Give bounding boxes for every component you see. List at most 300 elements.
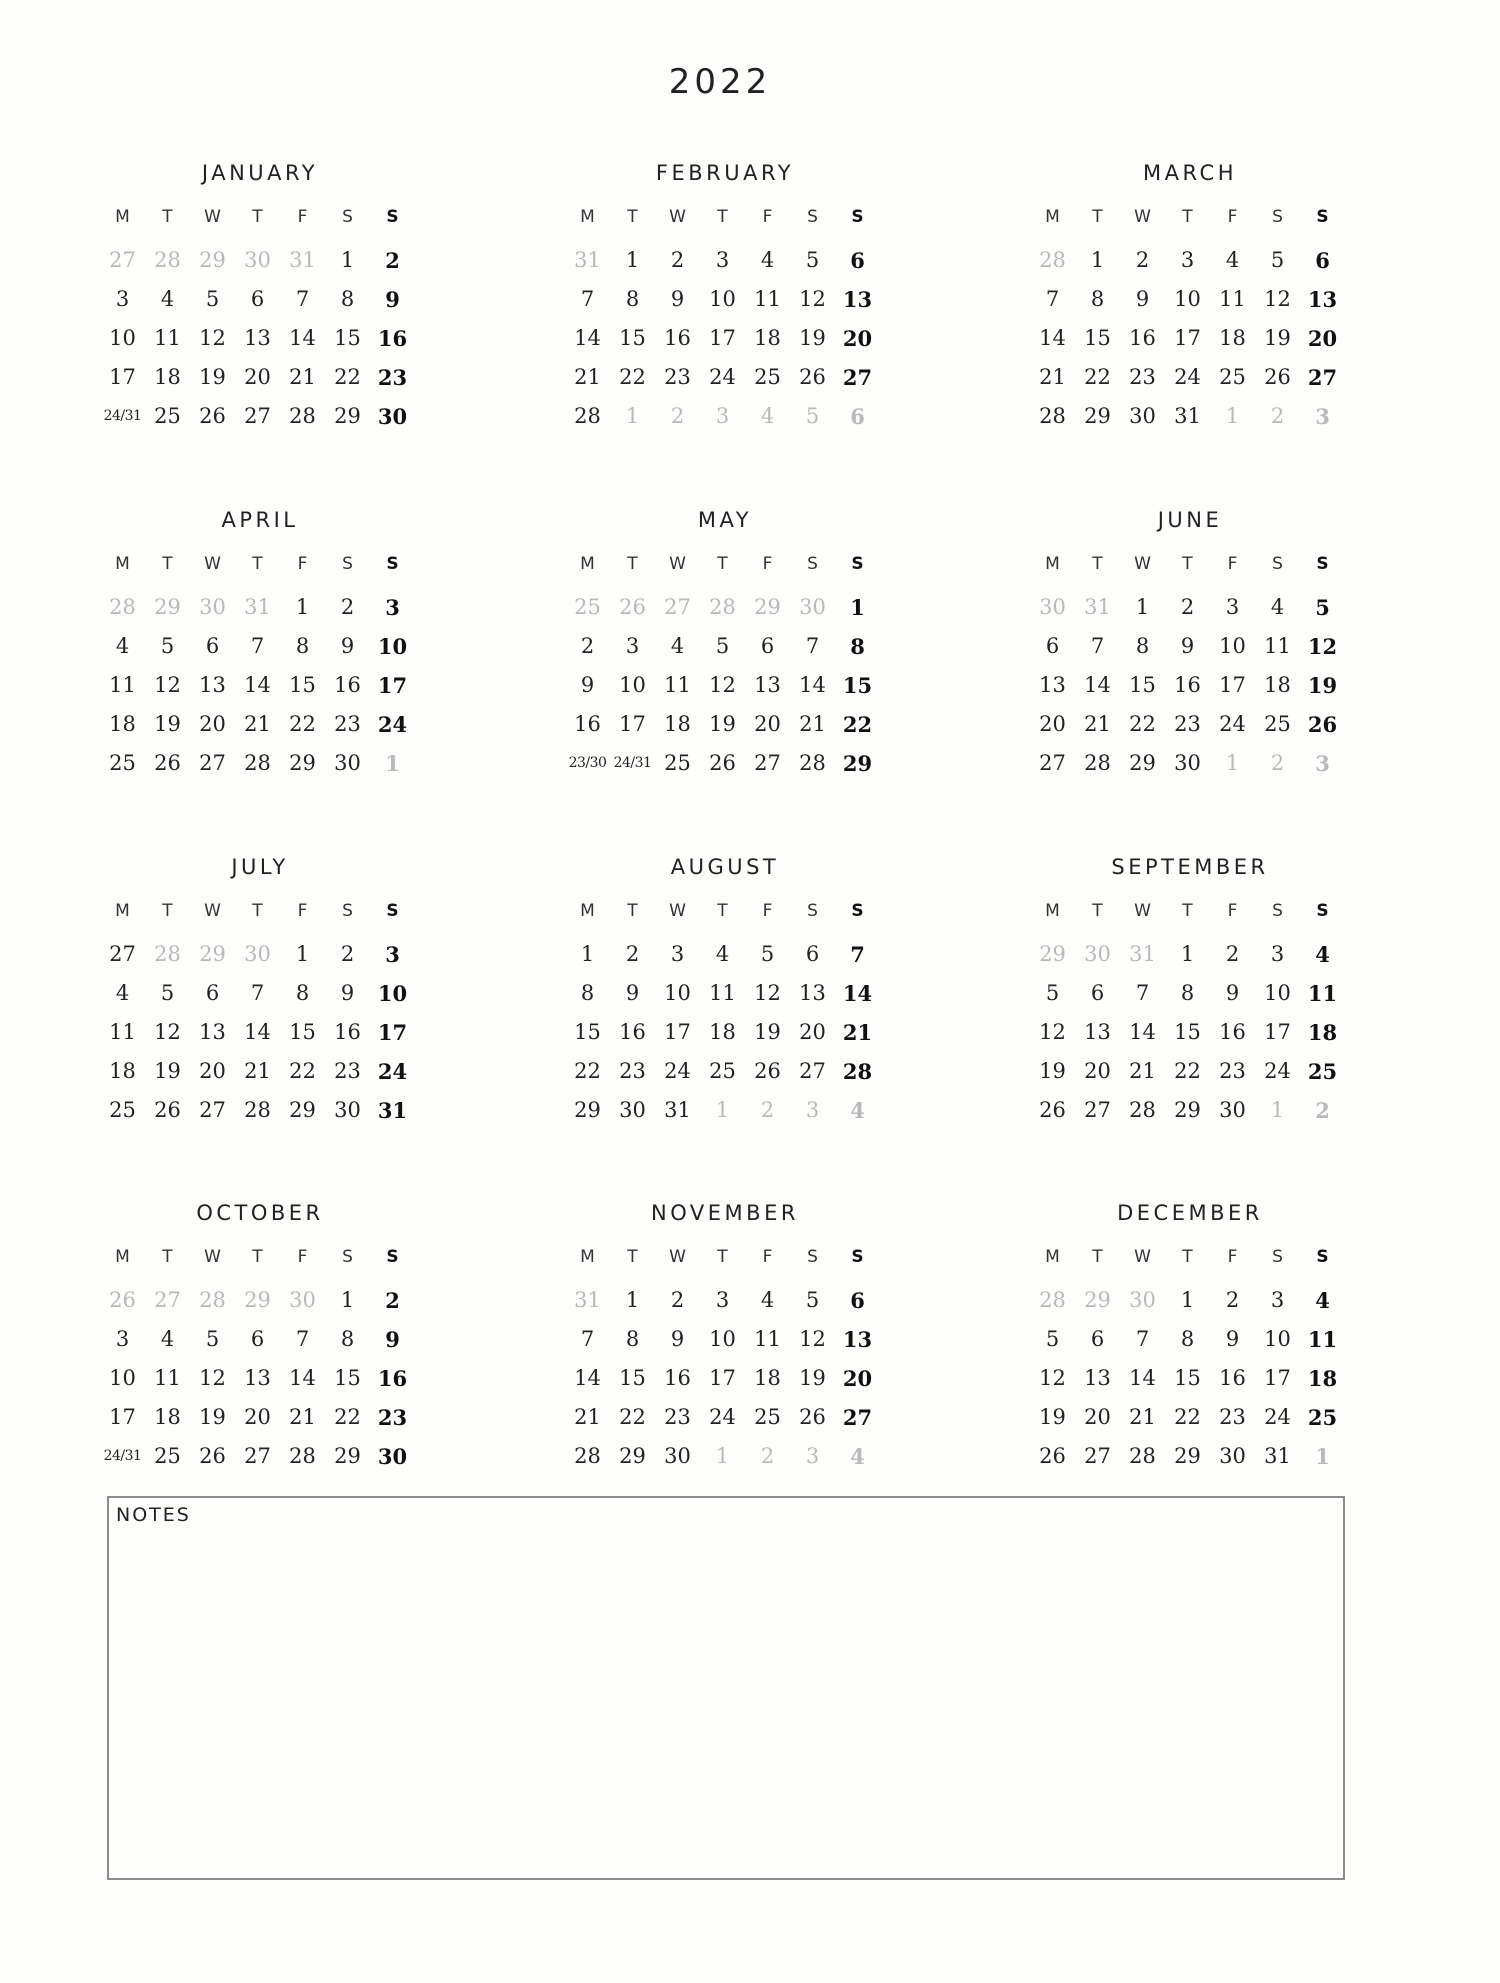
day-cell: 2 xyxy=(340,595,355,619)
weekday-label: T xyxy=(162,1247,173,1267)
day-cell: 1 xyxy=(580,942,595,966)
adjacent-month-day: 28 xyxy=(154,248,181,272)
adjacent-month-day: 28 xyxy=(709,595,736,619)
day-cell: 28 xyxy=(842,1059,873,1084)
day-cell: 22 xyxy=(289,1059,316,1083)
adjacent-month-day: 1 xyxy=(1225,751,1240,775)
day-cell: 6 xyxy=(250,1327,265,1351)
day-cell: 4 xyxy=(1315,942,1330,967)
day-cell: 27 xyxy=(1039,751,1066,775)
day-cell: 18 xyxy=(754,326,781,350)
day-cell: 17 xyxy=(709,1366,736,1390)
day-cell: 16 xyxy=(377,1366,408,1391)
day-cell: 1 xyxy=(625,1288,640,1312)
month-name: APRIL xyxy=(221,508,299,532)
weekday-label: F xyxy=(297,554,308,574)
day-cell: 29 xyxy=(334,404,361,428)
month-day-grid xyxy=(1030,1242,1350,1476)
day-cell: 17 xyxy=(1219,673,1246,697)
day-cell: 6 xyxy=(805,942,820,966)
month-march xyxy=(1030,158,1350,436)
day-cell: 3 xyxy=(1270,1288,1285,1312)
day-cell: 28 xyxy=(574,1444,601,1468)
day-cell: 11 xyxy=(754,1327,781,1351)
day-cell: 2 xyxy=(670,1288,685,1312)
day-cell: 6 xyxy=(850,1288,865,1313)
day-cell: 25 xyxy=(109,751,136,775)
day-cell: 24 xyxy=(1264,1059,1291,1083)
day-cell: 9 xyxy=(670,1327,685,1351)
day-cell: 7 xyxy=(580,287,595,311)
weekday-label: W xyxy=(669,1247,686,1267)
adjacent-month-day: 27 xyxy=(154,1288,181,1312)
weekday-label: F xyxy=(762,207,773,227)
day-cell: 18 xyxy=(1307,1020,1338,1045)
weekday-label: S xyxy=(386,554,399,574)
month-name: OCTOBER xyxy=(196,1201,324,1225)
month-name: MAY xyxy=(697,508,753,532)
weekday-label: F xyxy=(1227,207,1238,227)
weekday-label: S xyxy=(1272,901,1283,921)
day-cell: 5 xyxy=(160,634,175,658)
day-cell: 24 xyxy=(664,1059,691,1083)
day-cell: 26 xyxy=(799,365,826,389)
day-cell: 24/31 xyxy=(103,408,142,424)
day-cell: 2 xyxy=(385,1288,400,1313)
adjacent-month-day: 27 xyxy=(664,595,691,619)
adjacent-month-day: 26 xyxy=(109,1288,136,1312)
day-cell: 9 xyxy=(580,673,595,697)
day-cell: 19 xyxy=(199,365,226,389)
month-february xyxy=(565,158,885,436)
day-cell: 3 xyxy=(115,287,130,311)
adjacent-month-day: 3 xyxy=(805,1444,820,1468)
day-cell: 5 xyxy=(1045,1327,1060,1351)
month-december xyxy=(1030,1198,1350,1476)
adjacent-month-day: 1 xyxy=(715,1444,730,1468)
adjacent-month-day: 31 xyxy=(244,595,271,619)
day-cell: 30 xyxy=(377,404,408,429)
day-cell: 21 xyxy=(799,712,826,736)
adjacent-month-day: 2 xyxy=(1270,751,1285,775)
weekday-label: S xyxy=(851,1247,864,1267)
day-cell: 17 xyxy=(1174,326,1201,350)
day-cell: 10 xyxy=(109,326,136,350)
day-cell: 20 xyxy=(199,712,226,736)
day-cell: 24 xyxy=(709,365,736,389)
day-cell: 30 xyxy=(377,1444,408,1469)
day-cell: 12 xyxy=(799,287,826,311)
adjacent-month-day: 28 xyxy=(1039,1288,1066,1312)
day-cell: 8 xyxy=(340,287,355,311)
day-cell: 12 xyxy=(1307,634,1338,659)
day-cell: 11 xyxy=(754,287,781,311)
day-cell: 28 xyxy=(289,1444,316,1468)
adjacent-month-day: 30 xyxy=(199,595,226,619)
day-cell: 12 xyxy=(199,1366,226,1390)
weekday-label: M xyxy=(1045,1247,1060,1267)
day-cell: 19 xyxy=(1039,1059,1066,1083)
adjacent-month-day: 30 xyxy=(289,1288,316,1312)
day-cell: 29 xyxy=(574,1098,601,1122)
month-name: JUNE xyxy=(1157,508,1223,532)
day-cell: 17 xyxy=(1264,1020,1291,1044)
day-cell: 14 xyxy=(842,981,873,1006)
day-cell: 1 xyxy=(1180,1288,1195,1312)
day-cell: 23 xyxy=(664,1405,691,1429)
weekday-label: S xyxy=(807,554,818,574)
day-cell: 29 xyxy=(842,751,873,776)
adjacent-month-day: 2 xyxy=(760,1098,775,1122)
day-cell: 20 xyxy=(1307,326,1338,351)
day-cell: 14 xyxy=(1084,673,1111,697)
month-day-grid xyxy=(100,549,420,783)
month-january xyxy=(100,158,420,436)
day-cell: 5 xyxy=(1315,595,1330,620)
day-cell: 26 xyxy=(799,1405,826,1429)
day-cell: 11 xyxy=(154,1366,181,1390)
weekday-label: S xyxy=(807,207,818,227)
day-cell: 22 xyxy=(334,365,361,389)
day-cell: 16 xyxy=(664,326,691,350)
day-cell: 24/31 xyxy=(613,755,652,771)
day-cell: 22 xyxy=(619,1405,646,1429)
weekday-label: S xyxy=(807,901,818,921)
day-cell: 7 xyxy=(1045,287,1060,311)
day-cell: 11 xyxy=(1264,634,1291,658)
day-cell: 29 xyxy=(334,1444,361,1468)
day-cell: 11 xyxy=(664,673,691,697)
day-cell: 3 xyxy=(625,634,640,658)
weekday-label: M xyxy=(1045,901,1060,921)
weekday-label: T xyxy=(252,901,263,921)
weekday-label: S xyxy=(851,901,864,921)
adjacent-month-day: 30 xyxy=(1084,942,1111,966)
day-cell: 26 xyxy=(199,1444,226,1468)
day-cell: 4 xyxy=(715,942,730,966)
day-cell: 3 xyxy=(670,942,685,966)
day-cell: 18 xyxy=(109,712,136,736)
day-cell: 23 xyxy=(1174,712,1201,736)
adjacent-month-day: 30 xyxy=(244,248,271,272)
day-cell: 21 xyxy=(574,1405,601,1429)
day-cell: 10 xyxy=(109,1366,136,1390)
day-cell: 19 xyxy=(154,1059,181,1083)
day-cell: 9 xyxy=(1225,1327,1240,1351)
day-cell: 9 xyxy=(670,287,685,311)
day-cell: 25 xyxy=(1307,1059,1338,1084)
day-cell: 13 xyxy=(199,673,226,697)
day-cell: 3 xyxy=(715,1288,730,1312)
day-cell: 19 xyxy=(709,712,736,736)
adjacent-month-day: 1 xyxy=(385,751,400,776)
day-cell: 3 xyxy=(1225,595,1240,619)
day-cell: 2 xyxy=(1225,1288,1240,1312)
day-cell: 4 xyxy=(760,1288,775,1312)
day-cell: 20 xyxy=(1084,1059,1111,1083)
day-cell: 29 xyxy=(289,1098,316,1122)
day-cell: 25 xyxy=(1264,712,1291,736)
day-cell: 27 xyxy=(1084,1098,1111,1122)
weekday-label: T xyxy=(1092,901,1103,921)
day-cell: 29 xyxy=(1129,751,1156,775)
weekday-label: M xyxy=(115,901,130,921)
weekday-label: T xyxy=(1092,207,1103,227)
day-cell: 9 xyxy=(385,1327,400,1352)
adjacent-month-day: 1 xyxy=(625,404,640,428)
day-cell: 29 xyxy=(1084,404,1111,428)
day-cell: 27 xyxy=(799,1059,826,1083)
day-cell: 28 xyxy=(799,751,826,775)
day-cell: 6 xyxy=(1315,248,1330,273)
day-cell: 19 xyxy=(1039,1405,1066,1429)
adjacent-month-day: 4 xyxy=(760,404,775,428)
day-cell: 10 xyxy=(377,634,408,659)
weekday-label: T xyxy=(1092,554,1103,574)
day-cell: 15 xyxy=(619,1366,646,1390)
month-name: NOVEMBER xyxy=(651,1201,799,1225)
day-cell: 16 xyxy=(619,1020,646,1044)
day-cell: 4 xyxy=(1225,248,1240,272)
weekday-label: M xyxy=(580,554,595,574)
adjacent-month-day: 31 xyxy=(289,248,316,272)
weekday-label: T xyxy=(162,554,173,574)
weekday-label: F xyxy=(297,901,308,921)
weekday-label: W xyxy=(1134,1247,1151,1267)
day-cell: 27 xyxy=(109,942,136,966)
day-cell: 27 xyxy=(244,404,271,428)
day-cell: 1 xyxy=(295,595,310,619)
day-cell: 11 xyxy=(709,981,736,1005)
day-cell: 11 xyxy=(109,1020,136,1044)
day-cell: 14 xyxy=(289,1366,316,1390)
day-cell: 17 xyxy=(109,365,136,389)
weekday-label: F xyxy=(762,1247,773,1267)
day-cell: 20 xyxy=(842,326,873,351)
day-cell: 24 xyxy=(1264,1405,1291,1429)
day-cell: 10 xyxy=(709,287,736,311)
weekday-label: T xyxy=(1092,1247,1103,1267)
weekday-label: T xyxy=(1182,901,1193,921)
day-cell: 6 xyxy=(1090,1327,1105,1351)
day-cell: 18 xyxy=(1219,326,1246,350)
day-cell: 13 xyxy=(842,1327,873,1352)
adjacent-month-day: 27 xyxy=(109,248,136,272)
adjacent-month-day: 28 xyxy=(1039,248,1066,272)
day-cell: 26 xyxy=(1039,1098,1066,1122)
weekday-label: M xyxy=(580,1247,595,1267)
day-cell: 7 xyxy=(250,634,265,658)
day-cell: 10 xyxy=(1219,634,1246,658)
adjacent-month-day: 3 xyxy=(1315,404,1330,429)
day-cell: 25 xyxy=(754,365,781,389)
day-cell: 19 xyxy=(154,712,181,736)
weekday-label: M xyxy=(1045,207,1060,227)
day-cell: 15 xyxy=(574,1020,601,1044)
day-cell: 20 xyxy=(799,1020,826,1044)
day-cell: 20 xyxy=(244,1405,271,1429)
day-cell: 28 xyxy=(244,751,271,775)
month-october xyxy=(100,1198,420,1476)
day-cell: 23 xyxy=(1219,1059,1246,1083)
adjacent-month-day: 26 xyxy=(619,595,646,619)
day-cell: 22 xyxy=(1174,1059,1201,1083)
day-cell: 15 xyxy=(1174,1366,1201,1390)
adjacent-month-day: 29 xyxy=(199,248,226,272)
day-cell: 1 xyxy=(625,248,640,272)
day-cell: 25 xyxy=(1307,1405,1338,1430)
day-cell: 20 xyxy=(244,365,271,389)
weekday-label: W xyxy=(669,901,686,921)
day-cell: 18 xyxy=(1264,673,1291,697)
day-cell: 24 xyxy=(377,712,408,737)
day-cell: 4 xyxy=(1270,595,1285,619)
adjacent-month-day: 3 xyxy=(715,404,730,428)
day-cell: 8 xyxy=(340,1327,355,1351)
day-cell: 26 xyxy=(199,404,226,428)
month-name: SEPTEMBER xyxy=(1111,855,1269,879)
day-cell: 8 xyxy=(850,634,865,659)
day-cell: 17 xyxy=(1264,1366,1291,1390)
day-cell: 17 xyxy=(377,1020,408,1045)
adjacent-month-day: 29 xyxy=(754,595,781,619)
day-cell: 19 xyxy=(754,1020,781,1044)
month-day-grid xyxy=(100,1242,420,1476)
weekday-label: M xyxy=(1045,554,1060,574)
weekday-label: S xyxy=(807,1247,818,1267)
day-cell: 31 xyxy=(1174,404,1201,428)
weekday-label: F xyxy=(297,1247,308,1267)
adjacent-month-day: 29 xyxy=(1039,942,1066,966)
day-cell: 9 xyxy=(385,287,400,312)
weekday-label: S xyxy=(851,554,864,574)
month-day-grid xyxy=(1030,549,1350,783)
adjacent-month-day: 31 xyxy=(1129,942,1156,966)
day-cell: 14 xyxy=(1129,1020,1156,1044)
weekday-label: T xyxy=(627,554,638,574)
adjacent-month-day: 29 xyxy=(1084,1288,1111,1312)
adjacent-month-day: 29 xyxy=(154,595,181,619)
weekday-label: S xyxy=(1272,554,1283,574)
day-cell: 7 xyxy=(850,942,865,967)
day-cell: 28 xyxy=(1129,1444,1156,1468)
day-cell: 21 xyxy=(244,712,271,736)
day-cell: 3 xyxy=(385,595,400,620)
day-cell: 23 xyxy=(619,1059,646,1083)
day-cell: 6 xyxy=(250,287,265,311)
day-cell: 22 xyxy=(1129,712,1156,736)
day-cell: 24/31 xyxy=(103,1448,142,1464)
day-cell: 28 xyxy=(1039,404,1066,428)
month-name: JULY xyxy=(231,855,289,879)
weekday-label: S xyxy=(386,207,399,227)
weekday-label: F xyxy=(1227,901,1238,921)
day-cell: 15 xyxy=(289,673,316,697)
day-cell: 5 xyxy=(1045,981,1060,1005)
day-cell: 25 xyxy=(754,1405,781,1429)
day-cell: 16 xyxy=(1174,673,1201,697)
day-cell: 12 xyxy=(709,673,736,697)
day-cell: 2 xyxy=(385,248,400,273)
day-cell: 14 xyxy=(574,1366,601,1390)
weekday-label: F xyxy=(297,207,308,227)
weekday-label: M xyxy=(115,554,130,574)
day-cell: 10 xyxy=(619,673,646,697)
day-cell: 3 xyxy=(1270,942,1285,966)
day-cell: 2 xyxy=(1180,595,1195,619)
day-cell: 1 xyxy=(295,942,310,966)
day-cell: 11 xyxy=(1219,287,1246,311)
day-cell: 9 xyxy=(340,981,355,1005)
day-cell: 5 xyxy=(205,1327,220,1351)
day-cell: 3 xyxy=(1180,248,1195,272)
day-cell: 6 xyxy=(205,634,220,658)
day-cell: 16 xyxy=(574,712,601,736)
day-cell: 30 xyxy=(1219,1444,1246,1468)
adjacent-month-day: 30 xyxy=(1129,1288,1156,1312)
day-cell: 17 xyxy=(377,673,408,698)
month-november xyxy=(565,1198,885,1476)
day-cell: 13 xyxy=(244,1366,271,1390)
month-day-grid xyxy=(100,896,420,1130)
day-cell: 13 xyxy=(1084,1366,1111,1390)
day-cell: 18 xyxy=(154,365,181,389)
day-cell: 15 xyxy=(619,326,646,350)
day-cell: 28 xyxy=(1129,1098,1156,1122)
day-cell: 11 xyxy=(154,326,181,350)
day-cell: 15 xyxy=(289,1020,316,1044)
day-cell: 7 xyxy=(1090,634,1105,658)
weekday-label: S xyxy=(1272,1247,1283,1267)
day-cell: 3 xyxy=(715,248,730,272)
weekday-label: T xyxy=(252,207,263,227)
day-cell: 22 xyxy=(574,1059,601,1083)
day-cell: 15 xyxy=(334,326,361,350)
day-cell: 23/30 xyxy=(568,755,607,771)
day-cell: 29 xyxy=(289,751,316,775)
day-cell: 2 xyxy=(580,634,595,658)
day-cell: 22 xyxy=(334,1405,361,1429)
month-day-grid xyxy=(1030,896,1350,1130)
day-cell: 31 xyxy=(377,1098,408,1123)
notes-box[interactable] xyxy=(107,1496,1345,1880)
day-cell: 24 xyxy=(709,1405,736,1429)
weekday-label: M xyxy=(115,1247,130,1267)
day-cell: 16 xyxy=(1129,326,1156,350)
day-cell: 7 xyxy=(805,634,820,658)
day-cell: 15 xyxy=(842,673,873,698)
weekday-label: M xyxy=(580,901,595,921)
weekday-label: F xyxy=(762,554,773,574)
day-cell: 27 xyxy=(244,1444,271,1468)
day-cell: 25 xyxy=(154,1444,181,1468)
day-cell: 26 xyxy=(1039,1444,1066,1468)
day-cell: 30 xyxy=(1174,751,1201,775)
day-cell: 13 xyxy=(754,673,781,697)
day-cell: 8 xyxy=(1180,981,1195,1005)
day-cell: 15 xyxy=(1174,1020,1201,1044)
adjacent-month-day: 5 xyxy=(805,404,820,428)
weekday-label: T xyxy=(1182,554,1193,574)
day-cell: 26 xyxy=(754,1059,781,1083)
weekday-label: S xyxy=(386,1247,399,1267)
day-cell: 24 xyxy=(1219,712,1246,736)
day-cell: 23 xyxy=(664,365,691,389)
weekday-label: S xyxy=(1316,207,1329,227)
day-cell: 30 xyxy=(334,1098,361,1122)
weekday-label: F xyxy=(762,901,773,921)
day-cell: 18 xyxy=(109,1059,136,1083)
